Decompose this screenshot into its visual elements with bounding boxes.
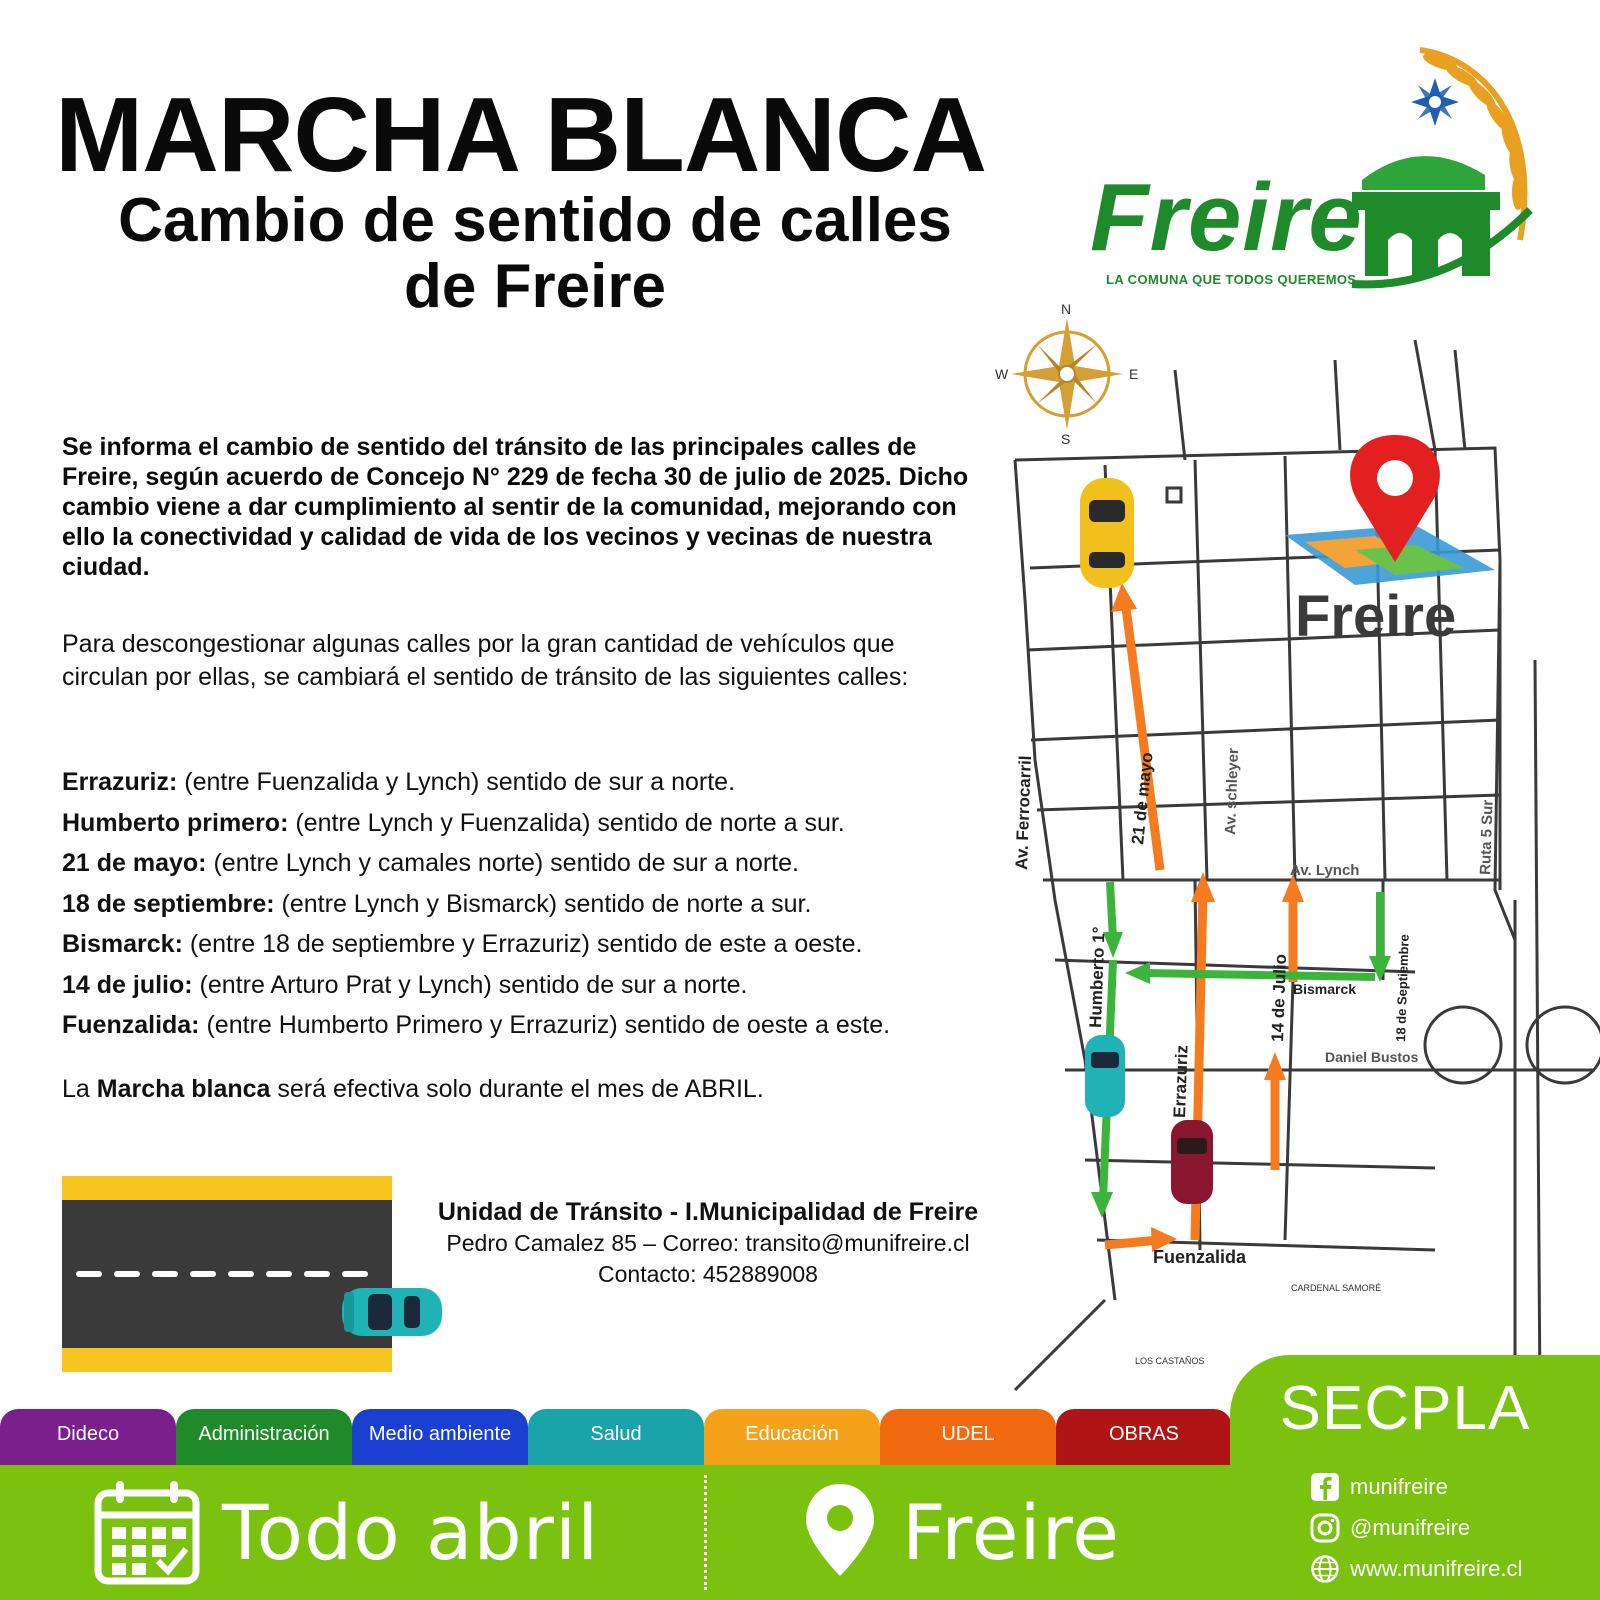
- street-desc: (entre Lynch y Fuenzalida) sentido de norte a sur.: [288, 808, 845, 837]
- logo-wordmark: Freire: [1090, 164, 1363, 271]
- label-bismarck: Bismarck: [1293, 981, 1357, 997]
- label-14-de-julio: 14 de Julio: [1268, 953, 1291, 1043]
- contact-address: Pedro Camalez 85 – Correo: transito@munifreire.cl: [446, 1230, 970, 1256]
- label-18-de-septiembre: 18 de Septiembre: [1393, 933, 1412, 1043]
- street-name: Bismarck:: [62, 930, 183, 958]
- location-pin-icon: [1285, 435, 1495, 585]
- website-link[interactable]: [1310, 1552, 1522, 1586]
- footer-divider: [704, 1475, 707, 1590]
- list-item: [62, 924, 1052, 965]
- contact-phone: Contacto: 452889008: [598, 1261, 818, 1287]
- compass-n: N: [1061, 301, 1072, 317]
- street-name: Humberto primero:: [62, 808, 289, 837]
- street-name: Errazuriz:: [62, 768, 178, 796]
- intro-regular-paragraph: Para descongestionar algunas calles por la gran cantidad de vehículos que circulan por ellas, se cambiará el sentido de tránsito de las siguientes calles:: [62, 630, 909, 691]
- tab-educacion[interactable]: Educación: [704, 1409, 880, 1465]
- label-av-ferrocarril: Av. Ferrocarril: [1012, 755, 1035, 871]
- note-bold: Marcha blanca: [96, 1075, 271, 1103]
- tab-obras[interactable]: OBRAS: [1056, 1409, 1232, 1465]
- red-car-icon: [1171, 1120, 1213, 1204]
- label-ruta-5-sur: Ruta 5 Sur: [1477, 799, 1497, 876]
- website-url: www.munifreire.cl: [1350, 1556, 1523, 1581]
- tab-salud[interactable]: Salud: [528, 1409, 704, 1465]
- list-item: [62, 1005, 1052, 1046]
- facebook-link[interactable]: [1310, 1470, 1448, 1504]
- compass-w: W: [995, 366, 1009, 382]
- street-map: [995, 300, 1600, 1410]
- list-item: [62, 803, 1052, 844]
- label-21-de-mayo: 21 de mayo: [1128, 751, 1157, 846]
- footer-place: Freire: [902, 1488, 1120, 1577]
- list-item: [62, 884, 1052, 925]
- street-desc: (entre Arturo Prat y Lynch) sentido de sur a norte.: [192, 970, 748, 999]
- intro-bold-paragraph: Se informa el cambio de sentido del tránsito de las principales calles de Freire, según acuerdo de Concejo N° 229 de fecha 30 de julio de 2025. Dicho cambio viene a dar cumplimiento al sentir de la comunidad, mejorando con ello la conectividad y calidad de vida de los vecinos y vecinas de nuestra ciudad.: [62, 433, 969, 581]
- footer-date: Todo abril: [222, 1488, 600, 1577]
- map-place-label: Freire: [1295, 584, 1457, 649]
- label-errazuriz: Errazuriz: [1170, 1044, 1192, 1119]
- label-humberto: Humberto 1°: [1086, 926, 1109, 1029]
- calendar-icon: [92, 1477, 202, 1587]
- freire-logo: [1090, 40, 1570, 300]
- label-av-schleyer: Av. schleyer: [1222, 747, 1243, 836]
- subtitle-line-1: Cambio de sentido de calles: [118, 186, 952, 255]
- street-name: 18 de septiembre:: [62, 889, 275, 918]
- street-name: Fuenzalida:: [62, 1011, 200, 1039]
- label-daniel-bustos: Daniel Bustos: [1325, 1049, 1419, 1065]
- contact-block: [398, 1196, 1018, 1290]
- page-title: MARCHA BLANCA: [55, 76, 987, 194]
- list-item: [62, 965, 1052, 1006]
- teal-car-map-icon: [1085, 1035, 1125, 1117]
- tab-administracion[interactable]: Administración: [176, 1409, 352, 1465]
- facebook-handle: munifreire: [1350, 1474, 1448, 1499]
- yellow-car-icon: [1080, 478, 1134, 588]
- footer-bar: [0, 1465, 1232, 1600]
- street-desc: (entre Lynch y Bismarck) sentido de norte a sur.: [274, 889, 812, 918]
- teal-car-icon: [338, 1282, 448, 1342]
- page-subtitle: [55, 188, 1015, 320]
- street-name: 21 de mayo:: [62, 849, 207, 877]
- secpla-panel: [1230, 1355, 1600, 1600]
- list-item: [62, 762, 1052, 803]
- list-item: [62, 843, 1052, 884]
- label-los-castanos: LOS CASTAÑOS: [1135, 1356, 1205, 1366]
- label-fuenzalida: Fuenzalida: [1153, 1247, 1247, 1267]
- street-desc: (entre Humberto Primero y Errazuriz) sentido de oeste a este.: [199, 1011, 891, 1039]
- street-change-list: [62, 762, 1052, 1046]
- instagram-link[interactable]: [1310, 1511, 1470, 1545]
- compass-e: E: [1129, 366, 1139, 382]
- compass-s: S: [1061, 431, 1071, 447]
- tab-dideco[interactable]: Dideco: [0, 1409, 176, 1465]
- globe-icon: [1310, 1554, 1340, 1584]
- tab-udel[interactable]: UDEL: [880, 1409, 1056, 1465]
- tab-medio-ambiente[interactable]: Medio ambiente: [352, 1409, 528, 1465]
- street-desc: (entre Lynch y camales norte) sentido de sur a norte.: [206, 849, 799, 877]
- street-name: 14 de julio:: [62, 970, 193, 999]
- secpla-title: SECPLA: [1279, 1374, 1531, 1443]
- contact-unit: Unidad de Tránsito - I.Municipalidad de Freire: [437, 1198, 979, 1226]
- subtitle-line-2: de Freire: [404, 252, 666, 321]
- facebook-icon: [1310, 1472, 1340, 1502]
- street-desc: (entre Fuenzalida y Lynch) sentido de sur a norte.: [177, 768, 736, 796]
- location-marker-icon: [800, 1480, 880, 1580]
- label-cardenal-samore: CARDENAL SAMORÉ: [1291, 1283, 1382, 1293]
- note-suffix: será efectiva solo durante el mes de ABRIL.: [270, 1075, 764, 1103]
- street-desc: (entre 18 de septiembre y Errazuriz) sentido de este a oeste.: [182, 930, 863, 958]
- instagram-icon: [1310, 1513, 1340, 1543]
- marcha-blanca-note: [62, 1075, 764, 1104]
- road-illustration: [62, 1176, 392, 1372]
- instagram-handle: @munifreire: [1350, 1515, 1471, 1540]
- note-prefix: La: [62, 1075, 97, 1103]
- label-av-lynch: Av. Lynch: [1290, 862, 1360, 879]
- logo-tagline: LA COMUNA QUE TODOS QUEREMOS: [1106, 272, 1357, 287]
- department-tabs: [0, 1409, 1232, 1465]
